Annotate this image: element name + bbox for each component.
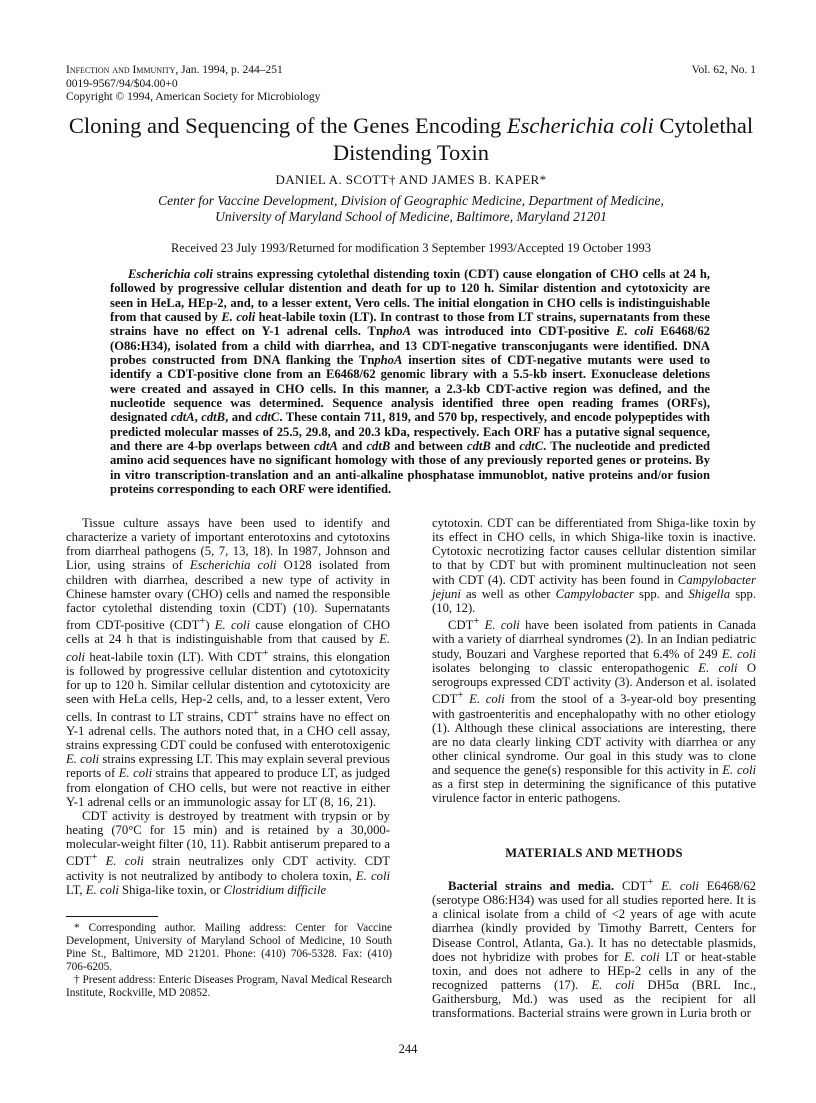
- italic-term: cdtA: [170, 410, 195, 425]
- body-text: have been isolated from patients in Canada with a variety of diarrheal syndromes (2). In an Indian pediatric study, Bouzari and Varghese reported that 6.4% of 249: [432, 618, 756, 661]
- journal-citation: [66, 64, 320, 78]
- body-text: CDT: [614, 878, 648, 893]
- italic-term: E. coli: [484, 618, 520, 633]
- volume-label: Vol. 62, No. 1: [691, 64, 756, 76]
- body-text: cause elongation of CHO cells at 24 h that is indistinguishable from that caused by: [66, 618, 390, 647]
- author-list: [66, 172, 756, 188]
- italic-term: phoA: [374, 353, 403, 368]
- body-text: strains expressing LT. This may explain several previous reports of: [66, 752, 390, 781]
- body-text: as well as other: [460, 586, 556, 601]
- italic-term: E. coli: [85, 882, 119, 897]
- right-column: [432, 516, 756, 1021]
- footnote-present-address: † Present address: Enteric Diseases Program, Naval Medical Research Institute, Rockville, MD 20852.: [66, 974, 392, 999]
- italic-term: E. coli: [355, 868, 390, 883]
- footnotes: [66, 922, 392, 1000]
- italic-term: phoA: [382, 324, 411, 339]
- body-text: heat-labile toxin (LT). With CDT: [85, 649, 263, 664]
- affiliation: [66, 193, 756, 225]
- italic-term: E. coli: [214, 618, 250, 633]
- italic-term: E. coli: [66, 752, 100, 767]
- title-text-end: Cytolethal Distending Toxin: [332, 113, 754, 165]
- italic-term: E. coli: [469, 692, 505, 707]
- italic-term: E. coli: [221, 310, 256, 325]
- body-text: strains, this elongation is followed by progressive cellular distention and cytotoxicity for up to 120 h. Similar cellular distention and cytotoxicity are seen with HeLa cells, Hep-2 cells, and, to a lesser extent, Vero cells. In contrast to LT strains, CDT: [66, 649, 390, 724]
- abstract-text: . The nucleotide and predicted amino acid sequences have no significant homology with those of any previously reported genes or proteins. By in vitro transcription-translation and an anti-alkaline phosphatase immunoblot, native proteins and/or fusion proteins corresponding to each ORF were identified.: [110, 439, 710, 497]
- body-text: as a first step in determining the significance of this putative virulence factor in enteric pathogens.: [432, 777, 756, 806]
- body-text: isolates belonging to classic enteropathogenic: [432, 660, 699, 675]
- italic-term: E. coli: [66, 632, 390, 664]
- italic-term: Clostridium difficile: [223, 882, 327, 897]
- italic-term: cdtA: [314, 439, 338, 454]
- corresponding-author-mark: *: [539, 172, 547, 187]
- body-text: CDT activity is destroyed by treatment with trypsin or by heating (70°C for 15 min) and is retained by a 30,000-molecular-weight filter (10, 11). Rabbit antiserum prepared to a CDT: [66, 808, 390, 869]
- page-number: 244: [398, 1042, 418, 1056]
- section-heading: MATERIALS AND METHODS: [505, 845, 683, 860]
- italic-term: cdtB: [201, 410, 226, 425]
- issn-code: 0019-9567/94/$04.00+0: [66, 77, 178, 90]
- author-separator: AND: [395, 172, 432, 187]
- affiliation-line: University of Maryland School of Medicine, Baltimore, Maryland 21201: [215, 209, 607, 224]
- affiliation-line: Center for Vaccine Development, Division of Geographic Medicine, Department of Medicine,: [158, 193, 664, 208]
- received-dates: Received 23 July 1993/Returned for modification 3 September 1993/Accepted 19 October 1993: [170, 241, 652, 255]
- italic-term: cdtC: [255, 410, 280, 425]
- superscript: +: [91, 852, 98, 864]
- title-text: Cloning and Sequencing of the Genes Encoding: [68, 113, 507, 138]
- body-text: E6468/62 (serotype O86:H34) was used for all studies reported here. It is a clinical isolate from a child of <2 years of age with acute diarrhea (kindly provided by Timothy Barrett, Centers for Disease Control, Atlanta, Ga.). It has no detectable plasmids, does not hybridize with probes for: [432, 878, 757, 964]
- journal-header: [66, 64, 320, 105]
- italic-term: Campylobacter: [555, 586, 634, 601]
- methods-paragraph: [432, 876, 756, 1021]
- italic-term: E. coli: [624, 949, 660, 964]
- abstract-text: heat-labile toxin (LT). In contrast to those from LT strains, supernatants from these strains have no effect on Y-1 adrenal cells. Tn: [110, 310, 710, 339]
- body-text: CDT: [448, 618, 474, 633]
- abstract-text: ,: [194, 410, 202, 425]
- italic-term: E. coli: [616, 324, 654, 339]
- italic-term: E. coli: [698, 660, 738, 675]
- body-text: spp. and: [633, 586, 689, 601]
- abstract: [110, 267, 710, 497]
- article-title: [66, 112, 756, 166]
- body-text: Shiga-like toxin, or: [118, 882, 224, 897]
- italic-term: cdtB: [366, 439, 391, 454]
- italic-term: E. coli: [591, 978, 635, 993]
- run-in-heading: Bacterial strains and media.: [448, 878, 615, 893]
- italic-term: Escherichia coli: [189, 558, 277, 573]
- title-organism: Escherichia coli: [506, 113, 654, 138]
- abstract-text: E6468/62 (O86:H34), isolated from a child with diarrhea, and 13 CDT-negative transconjugants were identified. DNA probes constructed from DNA flanking the Tn: [110, 324, 710, 368]
- superscript: +: [457, 690, 464, 702]
- body-text: ): [205, 618, 215, 633]
- superscript: +: [647, 876, 654, 888]
- body-text: DH5α (BRL Inc., Gaithersburg, Md.) was used as the recipient for all transformations. Bacterial strains were grown in Luria broth or: [432, 978, 756, 1021]
- abstract-text: and: [490, 439, 520, 454]
- body-text: LT or heat-stable toxin, and does not adhere to HEp-2 cells in any of the recognized patterns (17).: [432, 949, 757, 993]
- italic-term: E. coli: [722, 763, 757, 778]
- journal-name: Infection and Immunity: [66, 64, 176, 76]
- italic-term: E. coli: [105, 854, 144, 869]
- superscript: +: [262, 647, 269, 659]
- abstract-text: and between: [390, 439, 467, 454]
- author-name: DANIEL A. SCOTT: [275, 172, 389, 187]
- italic-term: cdtC: [519, 439, 544, 454]
- superscript: +: [199, 616, 206, 628]
- superscript: +: [473, 616, 480, 628]
- left-column: [66, 516, 390, 897]
- body-text: cytotoxin. CDT can be differentiated from Shiga-like toxin by its effect in CHO cells, in which Shiga-like toxin is inactive. Cytotoxic necrotizing factor causes cellular distention similar to that by CDT but with prominent multinucleation not seen with CDT (4). CDT activity has been found in: [432, 516, 756, 587]
- italic-term: Campylobacter jejuni: [432, 572, 756, 601]
- abstract-text: insertion sites of CDT-negative mutants were used to identify a CDT-positive clone from an E6468/62 genomic library with a 5.5-kb insert. Exonuclease deletions were created and assayed in CHO cells. In this manner, a 2.3-kb CDT-active region was defined, and the nucleotide sequence was determined. Sequence analysis identified three open reading frames (ORFs), designated: [110, 353, 710, 425]
- body-text: from the stool of a 3-year-old boy presenting with gastroenteritis and encephalopathy with no other etiology (1). Although these clinical associations are interesting, there are no data clearly linking CDT activity with diarrhea or any other clinical syndrome. Our goal in this study was to clone and sequence the gene(s) responsible for this activity in: [432, 692, 756, 778]
- body-text: spp. (10, 12).: [432, 586, 756, 615]
- footnote-corresponding-author: * Corresponding author. Mailing address: Center for Vaccine Development, University of Maryland School of Medicine, 10 South Pine St., Baltimore, MD 21201. Phone: (410) 706-5328. Fax: (410) 706-6205.: [66, 922, 392, 973]
- intro-paragraph: [432, 615, 756, 806]
- abstract-text: and: [337, 439, 367, 454]
- body-text: O serogroups expressed CDT activity (3). Anderson et al. isolated CDT: [432, 660, 756, 707]
- issue-date: , Jan. 1994, p. 244–251: [175, 64, 283, 76]
- body-text: O128 isolated from children with diarrhea, described a new type of activity in Chinese hamster ovary (CHO) cells and named the responsible factor cytolethal distending toxin (CDT) (10). Supernatants from CDT-positive (CDT: [66, 558, 390, 633]
- italic-term: Escherichia coli: [128, 267, 213, 281]
- body-text: strains that appeared to produce LT, as judged from elongation of CHO cells, but were not reactive in either Y-1 adrenal cells or an immunologic assay for LT (8, 16, 21).: [66, 766, 391, 809]
- abstract-text: , and: [225, 410, 256, 425]
- abstract-text: strains expressing cytolethal distending toxin (CDT) cause elongation of CHO cells at 24 h, followed by progressive cellular distention and death for up to 120 h. Similar distention and cytotoxicity are seen in HeLa, HEp-2, and, to a lesser extent, Vero cells. The initial elongation in CHO cells is indistinguishable from that caused by: [110, 267, 710, 325]
- italic-term: E. coli: [721, 646, 756, 661]
- body-text: strain neutralizes only CDT activity. CDT activity is not neutralized by antibody to cholera toxin,: [66, 854, 390, 883]
- abstract-text: . These contain 711, 819, and 570 bp, respectively, and encode polypeptides with predicted molecular masses of 25.5, 29.8, and 20.3 kDa, respectively. Each ORF has a putative signal sequence, and there are 4-bp overlaps between: [110, 410, 710, 454]
- body-text: Tissue culture assays have been used to identify and characterize a variety of important enterotoxins and cytotoxins from diarrheal pathogens (5, 7, 13, 18). In 1987, Johnson and Lior, using strains of: [66, 516, 390, 573]
- superscript: +: [252, 707, 259, 719]
- intro-paragraph: [432, 516, 756, 615]
- footnote-divider: [66, 916, 158, 917]
- author-name: JAMES B. KAPER: [431, 172, 540, 187]
- italic-term: cdtB: [467, 439, 491, 454]
- copyright-line: Copyright © 1994, American Society for Microbiology: [66, 91, 321, 103]
- abstract-text: was introduced into CDT-positive: [410, 324, 617, 339]
- italic-term: E. coli: [118, 766, 153, 781]
- italic-term: E. coli: [661, 878, 699, 893]
- body-text: strains have no effect on Y-1 adrenal cells. The authors noted that, in a CHO cell assay, strains expressing CDT could be confused with enterotoxigenic: [66, 709, 390, 753]
- author-footnote-mark: †: [388, 172, 396, 187]
- intro-paragraph: [66, 516, 390, 809]
- italic-term: Shigella: [688, 586, 731, 601]
- intro-paragraph: [66, 809, 390, 897]
- body-text: LT,: [66, 882, 86, 897]
